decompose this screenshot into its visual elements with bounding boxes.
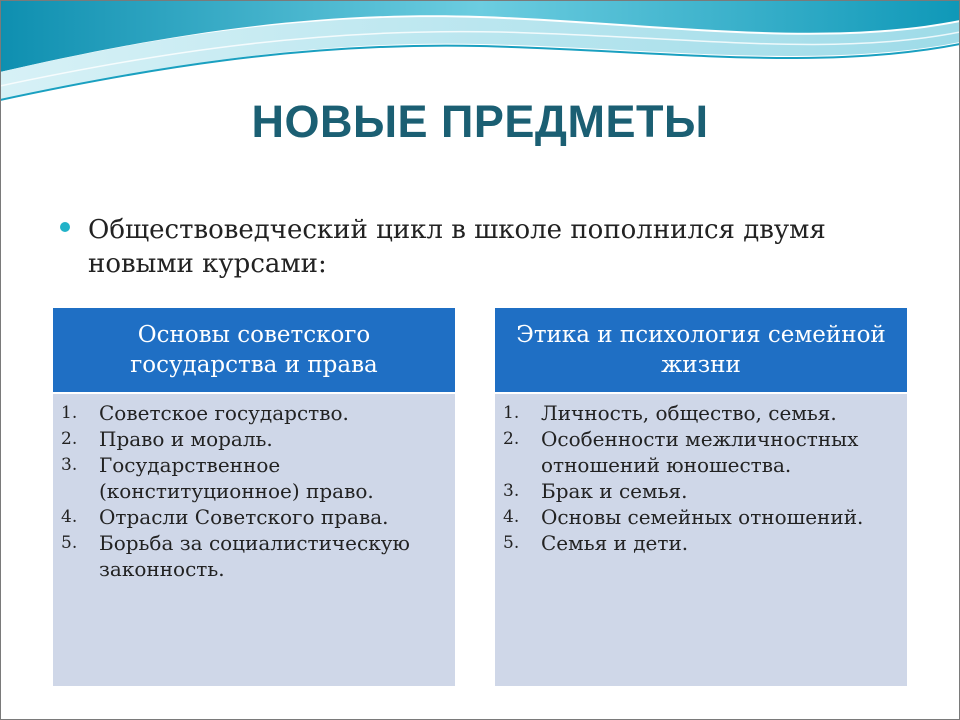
intro-text: Обществоведческий цикл в школе пополнился двумя новыми курсами: <box>88 215 826 279</box>
topic-item: 5. Борьба за социалистическую законность. <box>61 531 410 581</box>
topic-item: 1. Советское государство. <box>61 401 349 425</box>
topic-item: 5. Семья и дети. <box>503 531 689 555</box>
topic-item: 2. Особенности межличностных отношений юношества. <box>503 427 859 477</box>
topic-item: 1. Личность, общество, семья. <box>503 401 837 425</box>
topic-item: 4. Основы семейных отношений. <box>503 505 864 529</box>
course-topics <box>495 394 907 686</box>
course-title: Основы советского государства и права <box>53 308 455 392</box>
bullet-dot-icon <box>60 222 70 232</box>
course-title: Этика и психология семейной жизни <box>495 308 907 392</box>
topic-item: 2. Право и мораль. <box>61 427 273 451</box>
course-topics <box>53 394 455 686</box>
slide-title: НОВЫЕ ПРЕДМЕТЫ <box>251 96 709 147</box>
course-card-family-ethics <box>495 308 907 686</box>
topic-item: 4. Отрасли Советского права. <box>61 505 389 529</box>
topic-item: 3. Брак и семья. <box>503 479 688 503</box>
topic-item: 3. Государственное (конституционное) право. <box>61 453 374 503</box>
course-card-soviet-law <box>53 308 455 686</box>
